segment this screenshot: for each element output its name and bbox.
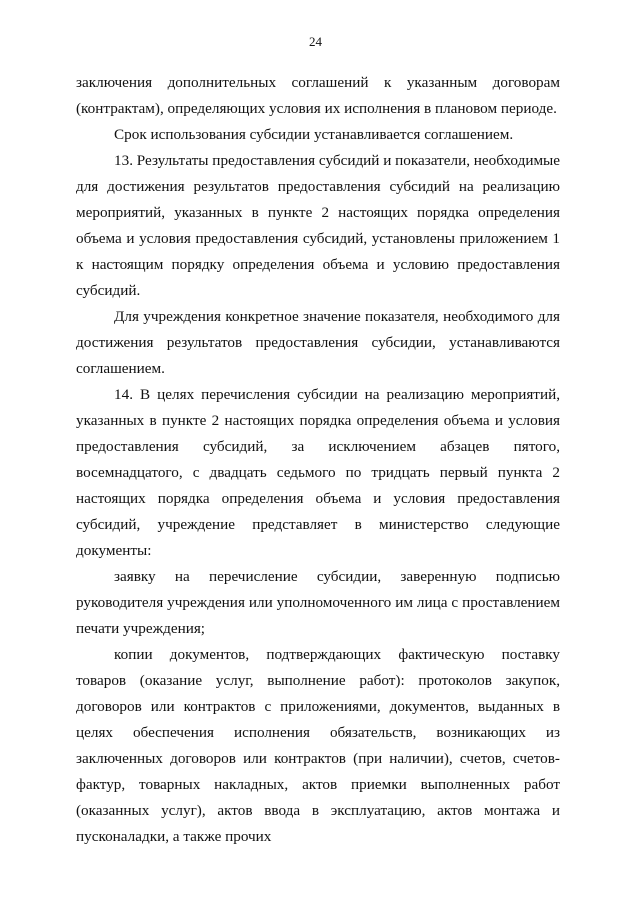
paragraph-item-13: 13. Результаты предоставления субсидий и показатели, необходимые для достижения результатов предоставления субсидий на реализацию мероприятий, указанных в пункте 2 настоящих порядка определения объема и условия предоставления субсидий, установлены приложением 1 к настоящим порядку определения объема и условию предоставления субсидий. <box>76 152 560 299</box>
paragraph-item-14: 14. В целях перечисления субсидии на реализацию мероприятий, указанных в пункте 2 настоящих порядка определения объема и условия предоставления субсидий, за исключением абзацев пятого, восемнадцатого, с двадцать седьмого по тридцать первый пункта 2 настоящих порядка определения объема и условия предоставления субсидий, учреждение представляет в министерство следующие документы: <box>76 386 560 559</box>
document-body <box>76 70 560 850</box>
paragraph-indicator-value: Для учреждения конкретное значение показателя, необходимого для достижения результатов предоставления субсидии, устанавливаются соглашением. <box>76 308 560 377</box>
paragraph-subsidy-term: Срок использования субсидии устанавливается соглашением. <box>114 126 514 143</box>
paragraph-document-copies: копии документов, подтверждающих фактическую поставку товаров (оказание услуг, выполнение работ): протоколов закупок, договоров или контрактов с приложениями, документов, выданных в целях обеспечения исполнения обязательств, возникающих из заключенных договоров или контрактов (при наличии), счетов, счетов-фактур, товарных накладных, актов приемки выполненных работ (оказанных услуг), актов ввода в эксплуатацию, актов монтажа и пусконаладки, а также прочих <box>76 646 560 845</box>
page-number: 24 <box>309 34 322 49</box>
paragraph-continuation: заключения дополнительных соглашений к указанным договорам (контрактам), определяющих условия их исполнения в плановом периоде. <box>76 74 560 117</box>
paragraph-application: заявку на перечисление субсидии, заверенную подписью руководителя учреждения или уполномоченного им лица с проставлением печати учреждения; <box>76 568 560 637</box>
